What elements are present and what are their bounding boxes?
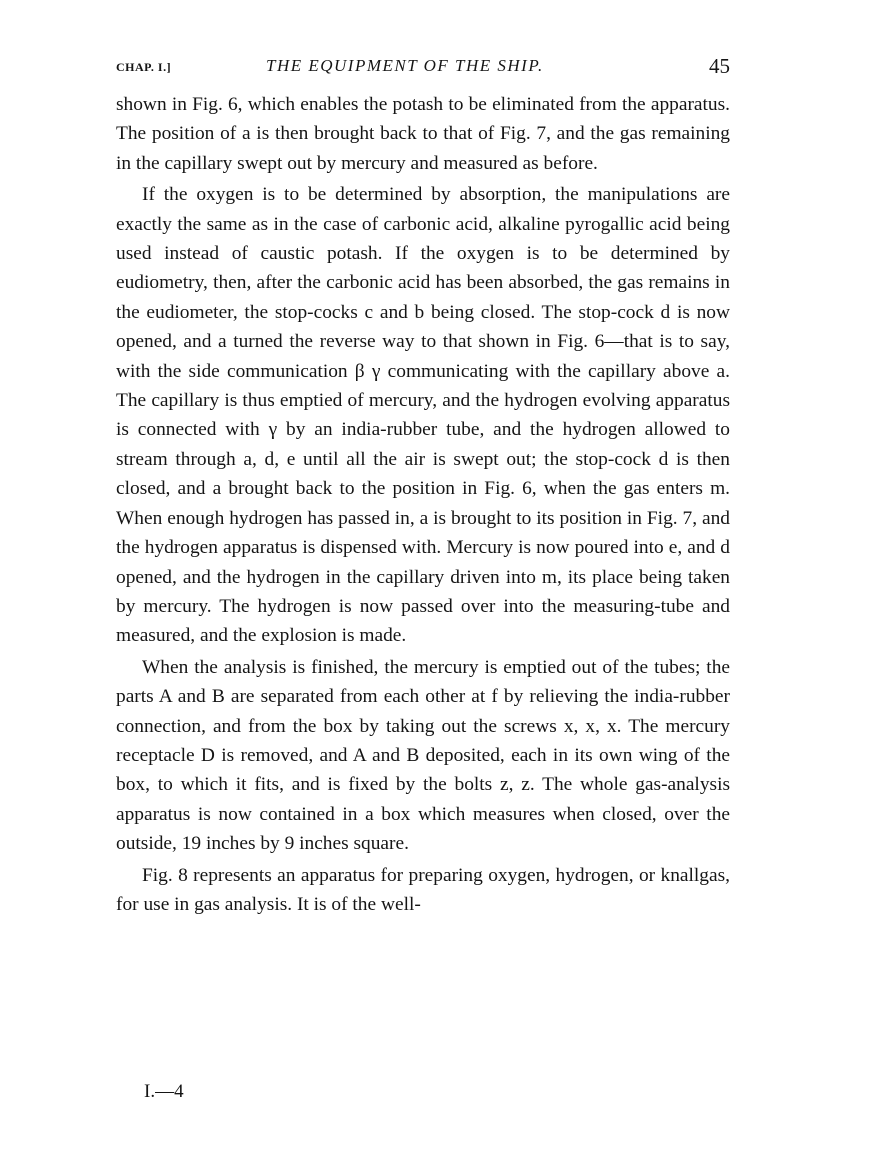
body-text xyxy=(116,90,730,919)
chapter-label: CHAP. I.] xyxy=(116,60,172,74)
paragraph-3: When the analysis is finished, the mercury is emptied out of the tubes; the parts A and B are separated from each other at f by relieving the india-rubber connection, and from the box by taking out the screws x, x, x. The mercury receptacle D is removed, and A and B deposited, each in its own wing of the box, to which it fits, and is fixed by the bolts z, z. The whole gas-analysis apparatus is now contained in a box which measures when closed, over the outside, 19 inches by 9 inches square. xyxy=(116,656,730,855)
paragraph-2: If the oxygen is to be determined by absorption, the manipulations are exactly the same as in the case of carbonic acid, alkaline pyrogallic acid being used instead of caustic potash. If the oxygen is to be determined by eudiometry, then, after the carbonic acid has been absorbed, the gas remains in the eudiometer, the stop-cocks c and b being closed. The stop-cock d is now opened, and a turned the reverse way to that shown in Fig. 6—that is to say, with the side communication β γ communicating with the capillary above a. The capillary is thus emptied of mercury, and the hydrogen evolving apparatus is connected with γ by an india-rubber tube, and the hydrogen allowed to stream through a, d, e until all the air is swept out; the stop-cock d is then closed, and a brought back to the position in Fig. 6, when the gas enters m. When enough hydrogen has passed in, a is brought to its position in Fig. 7, and the hydrogen apparatus is dispensed with. Mercury is now poured into e, and d opened, and the hydrogen in the capillary driven into m, its place being taken by mercury. The hydrogen is now passed over into the measuring-tube and measured, and the explosion is made. xyxy=(116,184,730,647)
signature-mark: I.—4 xyxy=(144,1081,184,1102)
paragraph-1: shown in Fig. 6, which enables the potash to be eliminated from the apparatus. The position of a is then brought back to that of Fig. 7, and the gas remaining in the capillary swept out by mercury and measured as before. xyxy=(116,94,730,174)
page-header xyxy=(116,50,730,90)
running-title: THE EQUIPMENT OF THE SHIP. xyxy=(266,56,544,75)
page-number: 45 xyxy=(709,54,730,78)
book-page xyxy=(116,50,730,921)
paragraph-4: Fig. 8 represents an apparatus for preparing oxygen, hydrogen, or knallgas, for use in gas analysis. It is of the well- xyxy=(116,864,730,915)
